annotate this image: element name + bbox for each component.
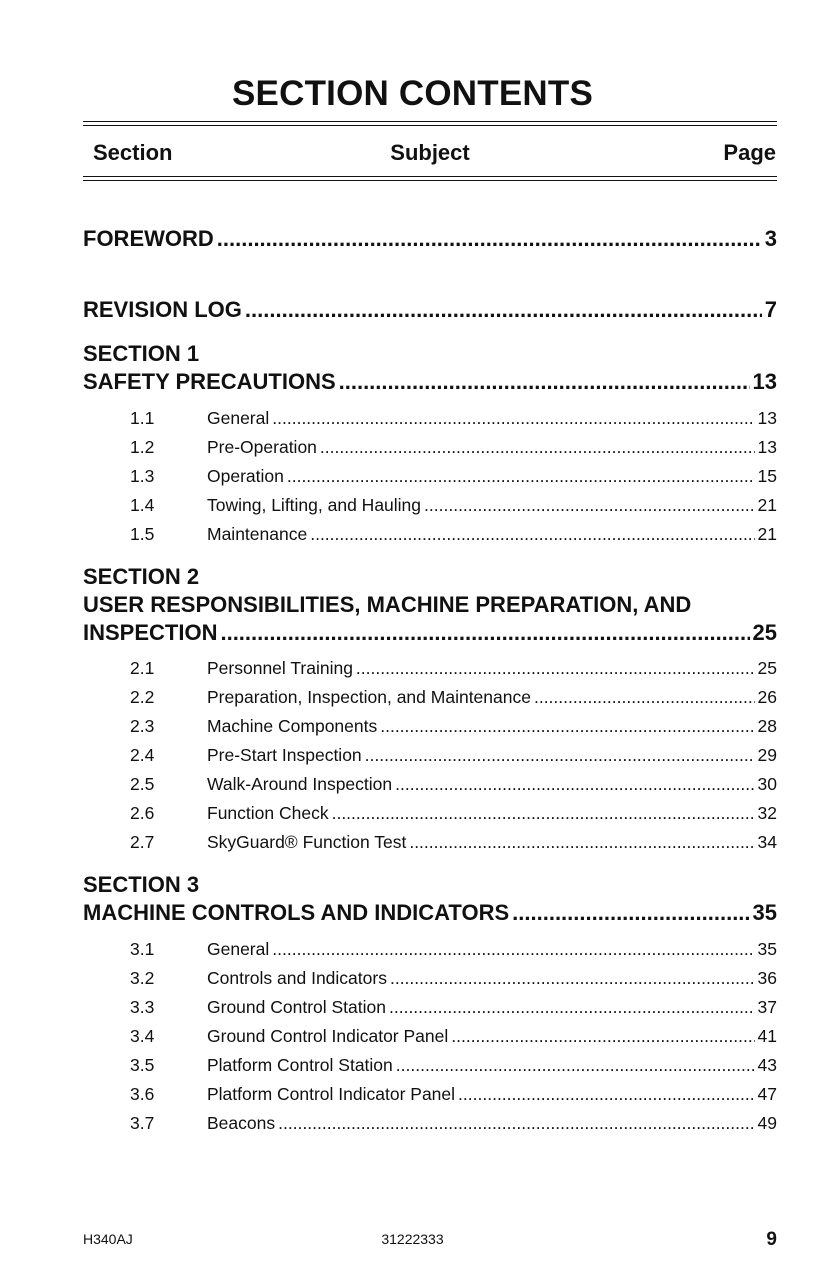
toc-item-2-4[interactable]: [130, 745, 777, 766]
section-2-title-line-1: USER RESPONSIBILITIES, MACHINE PREPARATION, AND: [83, 592, 692, 617]
dot-leader: [320, 437, 755, 458]
dot-leader: [512, 900, 749, 926]
toc-item-number: 1.2: [130, 437, 155, 457]
header-rule-bottom-2: [83, 180, 777, 181]
toc-item-2-6[interactable]: [130, 803, 777, 824]
dot-leader: [396, 1055, 755, 1076]
dot-leader: [272, 408, 754, 429]
toc-item-page: 26: [757, 687, 777, 707]
dot-leader: [310, 524, 754, 545]
dot-leader: [424, 495, 755, 516]
toc-item-page: 35: [757, 939, 777, 959]
toc-item-3-4[interactable]: [130, 1026, 777, 1047]
toc-item-1-1[interactable]: [130, 408, 777, 429]
toc-item-3-6[interactable]: [130, 1084, 777, 1105]
dot-leader: [287, 466, 755, 487]
toc-item-number: 3.7: [130, 1113, 155, 1133]
toc-item-title: Platform Control Station: [207, 1055, 393, 1075]
toc-item-page: 21: [757, 495, 777, 515]
toc-item-title: Preparation, Inspection, and Maintenance: [207, 687, 531, 707]
toc-item-1-3[interactable]: [130, 466, 777, 487]
dot-leader: [217, 226, 762, 252]
toc-entry-section-3[interactable]: [83, 900, 777, 926]
toc-item-title: Towing, Lifting, and Hauling: [207, 495, 422, 515]
toc-item-page: 41: [757, 1026, 777, 1046]
dot-leader: [395, 774, 754, 795]
toc-item-title: Platform Control Indicator Panel: [207, 1084, 456, 1104]
footer-page-number: 9: [766, 1229, 777, 1250]
toc-item-title: Beacons: [207, 1113, 276, 1133]
toc-item-number: 1.5: [130, 524, 155, 544]
toc-item-number: 3.4: [130, 1026, 155, 1046]
toc-item-number: 2.1: [130, 658, 155, 678]
toc-entry-section-2[interactable]: [83, 620, 777, 646]
footer-model: H340AJ: [83, 1231, 133, 1247]
toc-entry-page: 7: [764, 297, 777, 322]
toc-item-2-2[interactable]: [130, 687, 777, 708]
toc-item-page: 13: [757, 408, 777, 428]
dot-leader: [380, 716, 754, 737]
toc-item-title: Controls and Indicators: [207, 968, 387, 988]
toc-item-page: 47: [757, 1084, 777, 1104]
toc-item-page: 32: [757, 803, 777, 823]
dot-leader: [220, 620, 749, 646]
toc-item-number: 2.3: [130, 716, 155, 736]
header-rule-top-1: [83, 121, 777, 122]
toc-item-2-3[interactable]: [130, 716, 777, 737]
toc-item-3-1[interactable]: [130, 939, 777, 960]
toc-item-number: 3.2: [130, 968, 155, 988]
toc-item-title: Ground Control Station: [207, 997, 386, 1017]
toc-item-3-3[interactable]: [130, 997, 777, 1018]
toc-entry-title: INSPECTION: [83, 620, 218, 645]
toc-item-title: Pre-Operation: [207, 437, 317, 457]
column-header-page: Page: [723, 140, 776, 165]
toc-item-3-2[interactable]: [130, 968, 777, 989]
toc-item-3-7[interactable]: [130, 1113, 777, 1134]
toc-item-title: Ground Control Indicator Panel: [207, 1026, 449, 1046]
toc-item-title: Operation: [207, 466, 284, 486]
page-title: SECTION CONTENTS: [232, 74, 593, 113]
toc-item-number: 2.5: [130, 774, 155, 794]
toc-entry-title: FOREWORD: [83, 226, 214, 251]
toc-item-page: 15: [757, 466, 777, 486]
dot-leader: [451, 1026, 754, 1047]
dot-leader: [339, 369, 750, 395]
toc-entry-title: MACHINE CONTROLS AND INDICATORS: [83, 900, 510, 925]
toc-item-title: SkyGuard® Function Test: [207, 832, 407, 852]
toc-item-page: 34: [757, 832, 777, 852]
toc-item-title: General: [207, 408, 270, 428]
toc-entry-foreword[interactable]: [83, 226, 777, 252]
section-1-label: SECTION 1: [83, 341, 200, 366]
toc-entry-section-1[interactable]: [83, 369, 777, 395]
toc-item-title: Maintenance: [207, 524, 308, 544]
dot-leader: [409, 832, 754, 853]
toc-item-number: 1.1: [130, 408, 155, 428]
toc-item-title: Machine Components: [207, 716, 378, 736]
dot-leader: [390, 968, 755, 989]
header-rule-bottom-1: [83, 176, 777, 177]
toc-item-page: 43: [757, 1055, 777, 1075]
toc-entry-page: 35: [752, 900, 777, 925]
dot-leader: [389, 997, 755, 1018]
toc-item-page: 25: [757, 658, 777, 678]
dot-leader: [272, 939, 754, 960]
column-header-section: Section: [93, 140, 173, 165]
toc-item-number: 3.3: [130, 997, 155, 1017]
toc-item-title: Function Check: [207, 803, 329, 823]
toc-item-number: 3.6: [130, 1084, 155, 1104]
toc-item-2-7[interactable]: [130, 832, 777, 853]
toc-item-page: 36: [757, 968, 777, 988]
toc-entry-page: 25: [752, 620, 777, 645]
toc-item-3-5[interactable]: [130, 1055, 777, 1076]
toc-item-number: 2.4: [130, 745, 155, 765]
toc-item-title: Personnel Training: [207, 658, 353, 678]
toc-item-number: 2.2: [130, 687, 155, 707]
toc-item-1-5[interactable]: [130, 524, 777, 545]
toc-item-number: 2.6: [130, 803, 155, 823]
toc-item-number: 1.3: [130, 466, 155, 486]
footer-part-number: 31222333: [381, 1231, 444, 1247]
toc-item-number: 3.5: [130, 1055, 155, 1075]
toc-entry-revision-log[interactable]: [83, 297, 777, 323]
toc-item-page: 37: [757, 997, 777, 1017]
toc-item-page: 28: [757, 716, 777, 736]
toc-item-number: 2.7: [130, 832, 155, 852]
toc-item-number: 1.4: [130, 495, 155, 515]
toc-item-page: 30: [757, 774, 777, 794]
toc-entry-title: SAFETY PRECAUTIONS: [83, 369, 336, 394]
toc-item-title: Walk-Around Inspection: [207, 774, 393, 794]
toc-entry-page: 13: [752, 369, 777, 394]
toc-item-page: 49: [757, 1113, 777, 1133]
toc-item-2-5[interactable]: [130, 774, 777, 795]
toc-item-page: 13: [757, 437, 777, 457]
dot-leader: [245, 297, 762, 323]
toc-entry-page: 3: [764, 226, 777, 251]
column-header-subject: Subject: [390, 140, 470, 165]
toc-item-title: Pre-Start Inspection: [207, 745, 362, 765]
toc-item-1-4[interactable]: [130, 495, 777, 516]
dot-leader: [534, 687, 755, 708]
toc-item-1-2[interactable]: [130, 437, 777, 458]
toc-item-page: 29: [757, 745, 777, 765]
header-rule-top-2: [83, 125, 777, 126]
toc-item-2-1[interactable]: [130, 658, 777, 679]
dot-leader: [365, 745, 755, 766]
toc-item-page: 21: [757, 524, 777, 544]
toc-entry-title: REVISION LOG: [83, 297, 242, 322]
section-3-label: SECTION 3: [83, 872, 200, 897]
dot-leader: [278, 1113, 754, 1134]
section-2-label: SECTION 2: [83, 564, 200, 589]
dot-leader: [458, 1084, 754, 1105]
toc-item-number: 3.1: [130, 939, 155, 959]
dot-leader: [332, 803, 755, 824]
dot-leader: [356, 658, 755, 679]
toc-item-title: General: [207, 939, 270, 959]
